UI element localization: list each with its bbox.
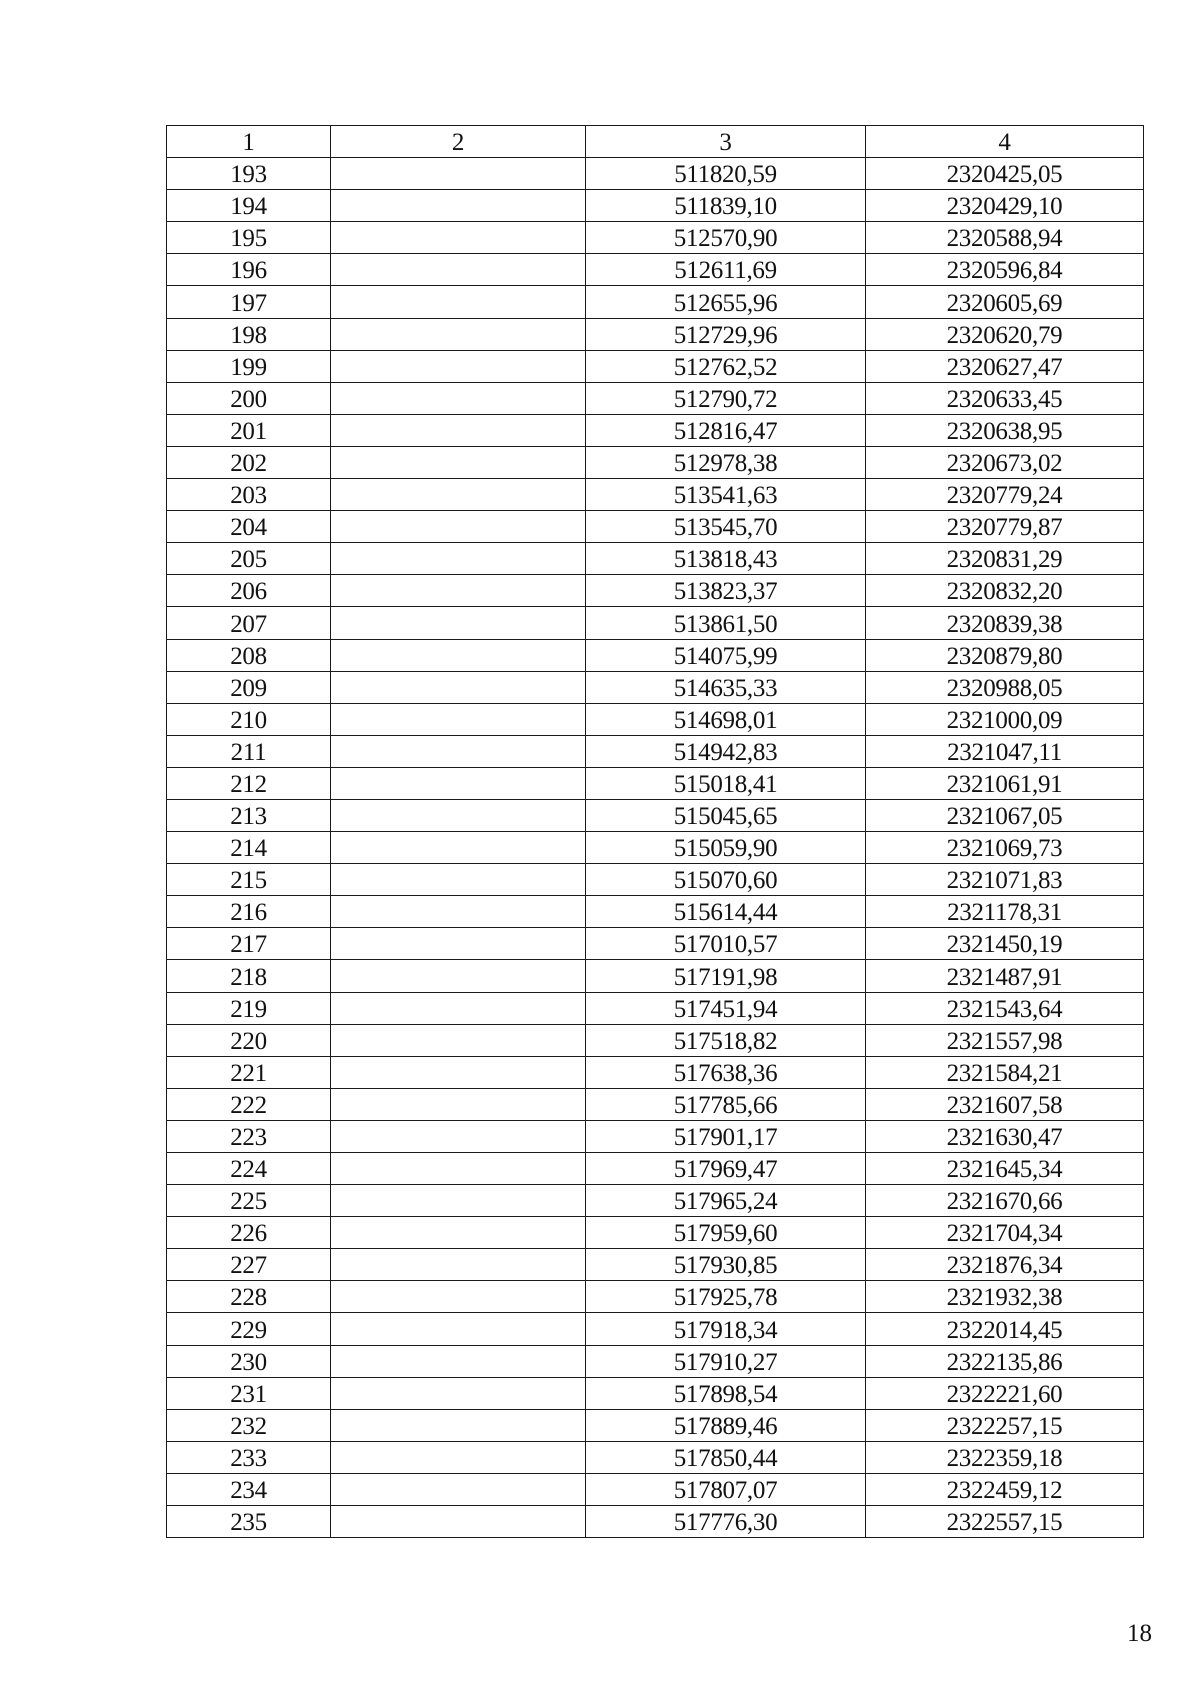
header-col-4: 4 bbox=[866, 126, 1144, 158]
empty-cell bbox=[331, 479, 586, 511]
coordinate-x-cell: 517969,47 bbox=[586, 1153, 866, 1185]
point-number-cell: 228 bbox=[167, 1281, 331, 1313]
table-row bbox=[167, 1249, 1144, 1281]
empty-cell bbox=[331, 190, 586, 222]
empty-cell bbox=[331, 1024, 586, 1056]
coordinate-x-cell: 517901,17 bbox=[586, 1120, 866, 1152]
coordinate-y-cell: 2320779,87 bbox=[866, 511, 1144, 543]
point-number-cell: 206 bbox=[167, 575, 331, 607]
coordinate-x-cell: 514942,83 bbox=[586, 735, 866, 767]
point-number-cell: 222 bbox=[167, 1088, 331, 1120]
empty-cell bbox=[331, 254, 586, 286]
coordinate-x-cell: 515045,65 bbox=[586, 799, 866, 831]
table-row bbox=[167, 1377, 1144, 1409]
table-header bbox=[167, 126, 1144, 158]
table-body bbox=[167, 158, 1144, 1538]
coordinate-x-cell: 515070,60 bbox=[586, 864, 866, 896]
empty-cell bbox=[331, 767, 586, 799]
point-number-cell: 204 bbox=[167, 511, 331, 543]
table-row bbox=[167, 1473, 1144, 1505]
coordinate-y-cell: 2321000,09 bbox=[866, 703, 1144, 735]
point-number-cell: 216 bbox=[167, 896, 331, 928]
empty-cell bbox=[331, 1409, 586, 1441]
table-row bbox=[167, 767, 1144, 799]
empty-cell bbox=[331, 575, 586, 607]
coordinate-y-cell: 2320673,02 bbox=[866, 446, 1144, 478]
table-row bbox=[167, 607, 1144, 639]
point-number-cell: 205 bbox=[167, 543, 331, 575]
point-number-cell: 197 bbox=[167, 286, 331, 318]
header-col-2: 2 bbox=[331, 126, 586, 158]
coordinate-y-cell: 2321178,31 bbox=[866, 896, 1144, 928]
empty-cell bbox=[331, 992, 586, 1024]
empty-cell bbox=[331, 1506, 586, 1538]
table-row bbox=[167, 1088, 1144, 1120]
point-number-cell: 207 bbox=[167, 607, 331, 639]
empty-cell bbox=[331, 1281, 586, 1313]
coordinate-y-cell: 2320831,29 bbox=[866, 543, 1144, 575]
coordinate-y-cell: 2321630,47 bbox=[866, 1120, 1144, 1152]
table-row bbox=[167, 222, 1144, 254]
empty-cell bbox=[331, 1313, 586, 1345]
point-number-cell: 201 bbox=[167, 414, 331, 446]
coordinate-x-cell: 513818,43 bbox=[586, 543, 866, 575]
coordinate-y-cell: 2322221,60 bbox=[866, 1377, 1144, 1409]
coordinate-y-cell: 2321557,98 bbox=[866, 1024, 1144, 1056]
coordinate-y-cell: 2320832,20 bbox=[866, 575, 1144, 607]
coordinate-x-cell: 512729,96 bbox=[586, 318, 866, 350]
point-number-cell: 202 bbox=[167, 446, 331, 478]
empty-cell bbox=[331, 158, 586, 190]
coordinate-y-cell: 2320596,84 bbox=[866, 254, 1144, 286]
coordinate-y-cell: 2320633,45 bbox=[866, 382, 1144, 414]
point-number-cell: 234 bbox=[167, 1473, 331, 1505]
table-row bbox=[167, 1024, 1144, 1056]
table-row bbox=[167, 671, 1144, 703]
coordinate-x-cell: 513541,63 bbox=[586, 479, 866, 511]
table-row bbox=[167, 1217, 1144, 1249]
table-row bbox=[167, 1185, 1144, 1217]
coordinate-y-cell: 2320879,80 bbox=[866, 639, 1144, 671]
empty-cell bbox=[331, 703, 586, 735]
table-row bbox=[167, 1345, 1144, 1377]
empty-cell bbox=[331, 607, 586, 639]
empty-cell bbox=[331, 350, 586, 382]
coordinate-y-cell: 2320620,79 bbox=[866, 318, 1144, 350]
table-row bbox=[167, 511, 1144, 543]
table-row bbox=[167, 1441, 1144, 1473]
coordinate-y-cell: 2322557,15 bbox=[866, 1506, 1144, 1538]
coordinate-y-cell: 2321069,73 bbox=[866, 832, 1144, 864]
table-row bbox=[167, 1120, 1144, 1152]
table-row bbox=[167, 1153, 1144, 1185]
coordinate-x-cell: 517776,30 bbox=[586, 1506, 866, 1538]
coordinate-y-cell: 2320779,24 bbox=[866, 479, 1144, 511]
coordinate-x-cell: 512611,69 bbox=[586, 254, 866, 286]
coordinate-x-cell: 517807,07 bbox=[586, 1473, 866, 1505]
coordinate-x-cell: 517889,46 bbox=[586, 1409, 866, 1441]
coordinate-x-cell: 515059,90 bbox=[586, 832, 866, 864]
table-row bbox=[167, 928, 1144, 960]
point-number-cell: 221 bbox=[167, 1056, 331, 1088]
coordinate-x-cell: 517850,44 bbox=[586, 1441, 866, 1473]
table-row bbox=[167, 992, 1144, 1024]
empty-cell bbox=[331, 1056, 586, 1088]
table-row bbox=[167, 1056, 1144, 1088]
point-number-cell: 235 bbox=[167, 1506, 331, 1538]
table-row bbox=[167, 735, 1144, 767]
empty-cell bbox=[331, 1153, 586, 1185]
table-row bbox=[167, 414, 1144, 446]
empty-cell bbox=[331, 511, 586, 543]
coordinate-x-cell: 513545,70 bbox=[586, 511, 866, 543]
point-number-cell: 226 bbox=[167, 1217, 331, 1249]
coordinate-y-cell: 2320425,05 bbox=[866, 158, 1144, 190]
table-row bbox=[167, 286, 1144, 318]
coordinate-x-cell: 515614,44 bbox=[586, 896, 866, 928]
point-number-cell: 233 bbox=[167, 1441, 331, 1473]
empty-cell bbox=[331, 1120, 586, 1152]
table-row bbox=[167, 350, 1144, 382]
table-row bbox=[167, 896, 1144, 928]
point-number-cell: 212 bbox=[167, 767, 331, 799]
coordinate-x-cell: 512570,90 bbox=[586, 222, 866, 254]
coordinate-y-cell: 2321704,34 bbox=[866, 1217, 1144, 1249]
coordinate-y-cell: 2322257,15 bbox=[866, 1409, 1144, 1441]
empty-cell bbox=[331, 832, 586, 864]
point-number-cell: 195 bbox=[167, 222, 331, 254]
empty-cell bbox=[331, 1377, 586, 1409]
coordinate-x-cell: 517898,54 bbox=[586, 1377, 866, 1409]
empty-cell bbox=[331, 222, 586, 254]
coordinate-y-cell: 2322359,18 bbox=[866, 1441, 1144, 1473]
table-row bbox=[167, 190, 1144, 222]
table-row bbox=[167, 543, 1144, 575]
empty-cell bbox=[331, 1185, 586, 1217]
table-row bbox=[167, 639, 1144, 671]
coordinate-x-cell: 517930,85 bbox=[586, 1249, 866, 1281]
empty-cell bbox=[331, 928, 586, 960]
point-number-cell: 217 bbox=[167, 928, 331, 960]
coordinate-x-cell: 511820,59 bbox=[586, 158, 866, 190]
point-number-cell: 218 bbox=[167, 960, 331, 992]
point-number-cell: 220 bbox=[167, 1024, 331, 1056]
coordinate-x-cell: 514075,99 bbox=[586, 639, 866, 671]
table-row bbox=[167, 1409, 1144, 1441]
coordinate-x-cell: 512762,52 bbox=[586, 350, 866, 382]
coordinate-y-cell: 2321071,83 bbox=[866, 864, 1144, 896]
coordinate-x-cell: 512978,38 bbox=[586, 446, 866, 478]
point-number-cell: 214 bbox=[167, 832, 331, 864]
table-row bbox=[167, 832, 1144, 864]
point-number-cell: 208 bbox=[167, 639, 331, 671]
coordinate-y-cell: 2321932,38 bbox=[866, 1281, 1144, 1313]
page-number: 18 bbox=[1127, 1620, 1152, 1647]
coordinate-y-cell: 2321670,66 bbox=[866, 1185, 1144, 1217]
table-row bbox=[167, 799, 1144, 831]
coordinate-y-cell: 2321487,91 bbox=[866, 960, 1144, 992]
coordinate-y-cell: 2320605,69 bbox=[866, 286, 1144, 318]
coordinate-y-cell: 2321607,58 bbox=[866, 1088, 1144, 1120]
point-number-cell: 203 bbox=[167, 479, 331, 511]
header-col-1: 1 bbox=[167, 126, 331, 158]
empty-cell bbox=[331, 318, 586, 350]
table-row bbox=[167, 382, 1144, 414]
coordinate-y-cell: 2321067,05 bbox=[866, 799, 1144, 831]
empty-cell bbox=[331, 864, 586, 896]
empty-cell bbox=[331, 896, 586, 928]
table-row bbox=[167, 318, 1144, 350]
coordinate-y-cell: 2320988,05 bbox=[866, 671, 1144, 703]
coordinate-x-cell: 512790,72 bbox=[586, 382, 866, 414]
coordinate-y-cell: 2321584,21 bbox=[866, 1056, 1144, 1088]
coordinate-y-cell: 2320839,38 bbox=[866, 607, 1144, 639]
point-number-cell: 194 bbox=[167, 190, 331, 222]
header-col-3: 3 bbox=[586, 126, 866, 158]
coordinates-table bbox=[166, 125, 1144, 1538]
table-row bbox=[167, 703, 1144, 735]
coordinate-x-cell: 517191,98 bbox=[586, 960, 866, 992]
coordinate-y-cell: 2321061,91 bbox=[866, 767, 1144, 799]
coordinate-y-cell: 2322014,45 bbox=[866, 1313, 1144, 1345]
empty-cell bbox=[331, 960, 586, 992]
table-row bbox=[167, 479, 1144, 511]
coordinate-x-cell: 511839,10 bbox=[586, 190, 866, 222]
coordinate-y-cell: 2320627,47 bbox=[866, 350, 1144, 382]
coordinate-y-cell: 2321543,64 bbox=[866, 992, 1144, 1024]
empty-cell bbox=[331, 1345, 586, 1377]
table-row bbox=[167, 158, 1144, 190]
point-number-cell: 224 bbox=[167, 1153, 331, 1185]
point-number-cell: 198 bbox=[167, 318, 331, 350]
coordinate-x-cell: 517918,34 bbox=[586, 1313, 866, 1345]
point-number-cell: 196 bbox=[167, 254, 331, 286]
table-row bbox=[167, 446, 1144, 478]
empty-cell bbox=[331, 799, 586, 831]
coordinate-x-cell: 517518,82 bbox=[586, 1024, 866, 1056]
coordinate-y-cell: 2321047,11 bbox=[866, 735, 1144, 767]
coordinate-x-cell: 514698,01 bbox=[586, 703, 866, 735]
empty-cell bbox=[331, 414, 586, 446]
point-number-cell: 200 bbox=[167, 382, 331, 414]
point-number-cell: 231 bbox=[167, 1377, 331, 1409]
empty-cell bbox=[331, 1217, 586, 1249]
point-number-cell: 229 bbox=[167, 1313, 331, 1345]
coordinate-x-cell: 513861,50 bbox=[586, 607, 866, 639]
table-row bbox=[167, 254, 1144, 286]
coordinate-x-cell: 517959,60 bbox=[586, 1217, 866, 1249]
coordinate-x-cell: 513823,37 bbox=[586, 575, 866, 607]
table-row bbox=[167, 1281, 1144, 1313]
coordinate-y-cell: 2320588,94 bbox=[866, 222, 1144, 254]
coordinate-y-cell: 2321450,19 bbox=[866, 928, 1144, 960]
coordinate-x-cell: 512655,96 bbox=[586, 286, 866, 318]
table-row bbox=[167, 1313, 1144, 1345]
coordinate-x-cell: 517965,24 bbox=[586, 1185, 866, 1217]
coordinate-x-cell: 517925,78 bbox=[586, 1281, 866, 1313]
empty-cell bbox=[331, 1441, 586, 1473]
point-number-cell: 225 bbox=[167, 1185, 331, 1217]
table-row bbox=[167, 1506, 1144, 1538]
point-number-cell: 193 bbox=[167, 158, 331, 190]
empty-cell bbox=[331, 639, 586, 671]
point-number-cell: 223 bbox=[167, 1120, 331, 1152]
empty-cell bbox=[331, 1088, 586, 1120]
coordinate-y-cell: 2320638,95 bbox=[866, 414, 1144, 446]
coordinate-x-cell: 515018,41 bbox=[586, 767, 866, 799]
coordinate-x-cell: 514635,33 bbox=[586, 671, 866, 703]
point-number-cell: 227 bbox=[167, 1249, 331, 1281]
empty-cell bbox=[331, 1473, 586, 1505]
coordinate-x-cell: 517910,27 bbox=[586, 1345, 866, 1377]
empty-cell bbox=[331, 446, 586, 478]
empty-cell bbox=[331, 382, 586, 414]
header-row bbox=[167, 126, 1144, 158]
coordinate-x-cell: 517010,57 bbox=[586, 928, 866, 960]
coordinate-y-cell: 2322459,12 bbox=[866, 1473, 1144, 1505]
point-number-cell: 211 bbox=[167, 735, 331, 767]
point-number-cell: 199 bbox=[167, 350, 331, 382]
point-number-cell: 232 bbox=[167, 1409, 331, 1441]
table-row bbox=[167, 575, 1144, 607]
coordinate-x-cell: 517451,94 bbox=[586, 992, 866, 1024]
empty-cell bbox=[331, 286, 586, 318]
coordinate-x-cell: 517785,66 bbox=[586, 1088, 866, 1120]
point-number-cell: 230 bbox=[167, 1345, 331, 1377]
coordinate-x-cell: 512816,47 bbox=[586, 414, 866, 446]
empty-cell bbox=[331, 671, 586, 703]
coordinate-x-cell: 517638,36 bbox=[586, 1056, 866, 1088]
point-number-cell: 209 bbox=[167, 671, 331, 703]
point-number-cell: 210 bbox=[167, 703, 331, 735]
empty-cell bbox=[331, 543, 586, 575]
point-number-cell: 215 bbox=[167, 864, 331, 896]
point-number-cell: 219 bbox=[167, 992, 331, 1024]
coordinate-y-cell: 2320429,10 bbox=[866, 190, 1144, 222]
table-row bbox=[167, 960, 1144, 992]
table-row bbox=[167, 864, 1144, 896]
coordinate-y-cell: 2322135,86 bbox=[866, 1345, 1144, 1377]
coordinate-y-cell: 2321645,34 bbox=[866, 1153, 1144, 1185]
empty-cell bbox=[331, 735, 586, 767]
point-number-cell: 213 bbox=[167, 799, 331, 831]
coordinate-y-cell: 2321876,34 bbox=[866, 1249, 1144, 1281]
empty-cell bbox=[331, 1249, 586, 1281]
